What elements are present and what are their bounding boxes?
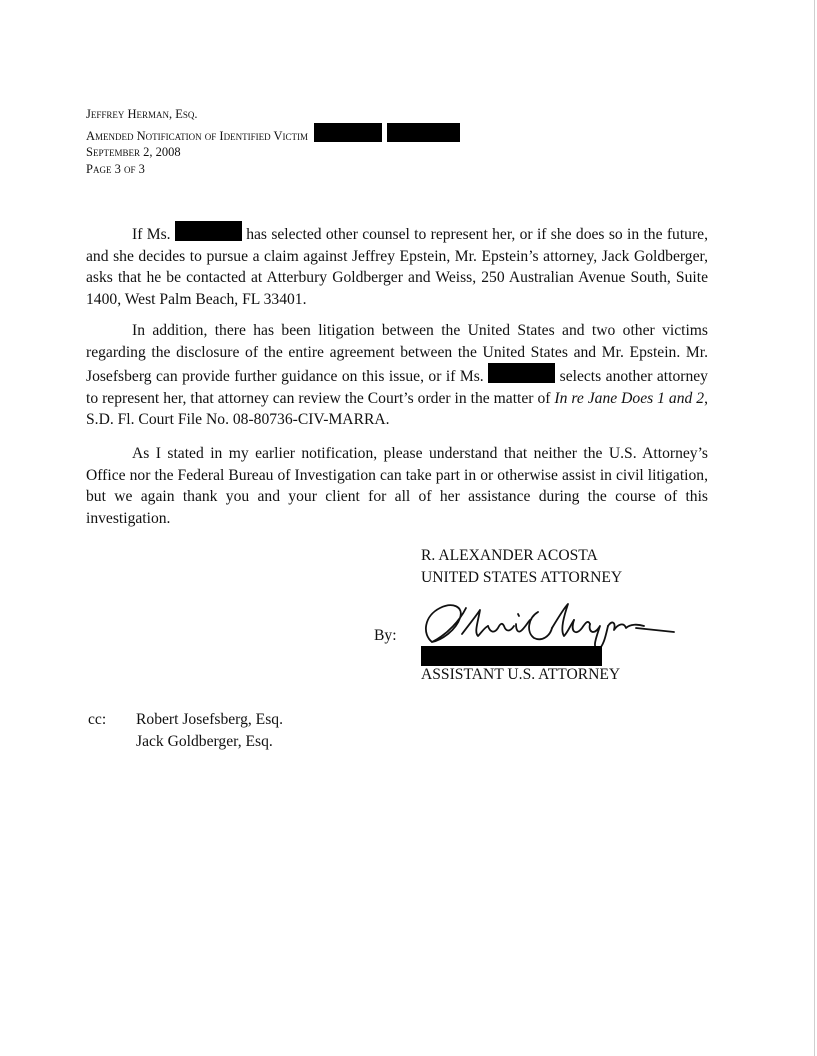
paragraph-text: As I stated in my earlier notification, please understand that neither the U.S. Attorney’s Office nor the Federal Bureau of Investigation can take part in or otherwise assist in civil litigation, but we again thank you and your client for all of her assistance during the course of this investigation.	[86, 445, 708, 527]
by-label: By:	[374, 627, 397, 644]
paragraph-text: If Ms.	[132, 226, 171, 243]
paragraph-counsel	[86, 221, 708, 310]
redaction-block	[314, 123, 382, 142]
paragraph-text: In addition, there has been litigation between the United States and two other victims regarding the disclosure of the entire agreement between the United States and Mr. Epstein. Mr. Josefsberg can provide further guidance on this issue, or if Ms.	[86, 322, 708, 386]
paragraph-text: has selected other counsel to represent her, or if she does so in the future, and she decides to pursue a claim against Jeffrey Epstein, Mr. Epstein’s attorney, Jack Goldberger, asks that he be contacted at Atterbury Goldberger and Weiss, 250 Australian Avenue South, Suite 1400, West Palm Beach, FL 33401.	[86, 226, 708, 308]
paragraph-litigation	[86, 320, 708, 431]
redaction-block	[488, 363, 555, 383]
header-page-number: Page 3 of 3	[86, 161, 145, 176]
signer-title: ASSISTANT U.S. ATTORNEY	[421, 666, 621, 683]
paragraph-closing	[86, 443, 708, 529]
redaction-block	[387, 123, 460, 142]
header-recipient: Jeffrey Herman, Esq.	[86, 107, 198, 121]
paragraph-text: , S.D. Fl. Court File No. 08-80736-CIV-MARRA.	[86, 389, 708, 429]
cc-recipient: Robert Josefsberg, Esq.	[136, 711, 283, 728]
header-date: September 2, 2008	[86, 145, 181, 159]
paragraph-text: selects another attorney to represent her, that attorney can review the Court’s order in the matter of	[86, 368, 708, 407]
case-name: In re Jane Does 1 and 2	[554, 389, 705, 407]
header-subject-text: Amended Notification of Identified Victim	[86, 128, 309, 143]
letter-header	[86, 106, 460, 177]
cc-label: cc:	[88, 711, 107, 728]
cc-recipient: Jack Goldberger, Esq.	[136, 732, 273, 750]
scan-edge-line	[814, 0, 815, 1056]
redaction-block	[421, 646, 602, 666]
signer-name: R. ALEXANDER ACOSTA	[421, 547, 598, 564]
header-subject	[86, 123, 460, 145]
signature-block	[421, 545, 622, 588]
signer-office: UNITED STATES ATTORNEY	[421, 568, 623, 586]
cc-recipients	[136, 709, 283, 752]
redaction-block	[175, 221, 242, 241]
